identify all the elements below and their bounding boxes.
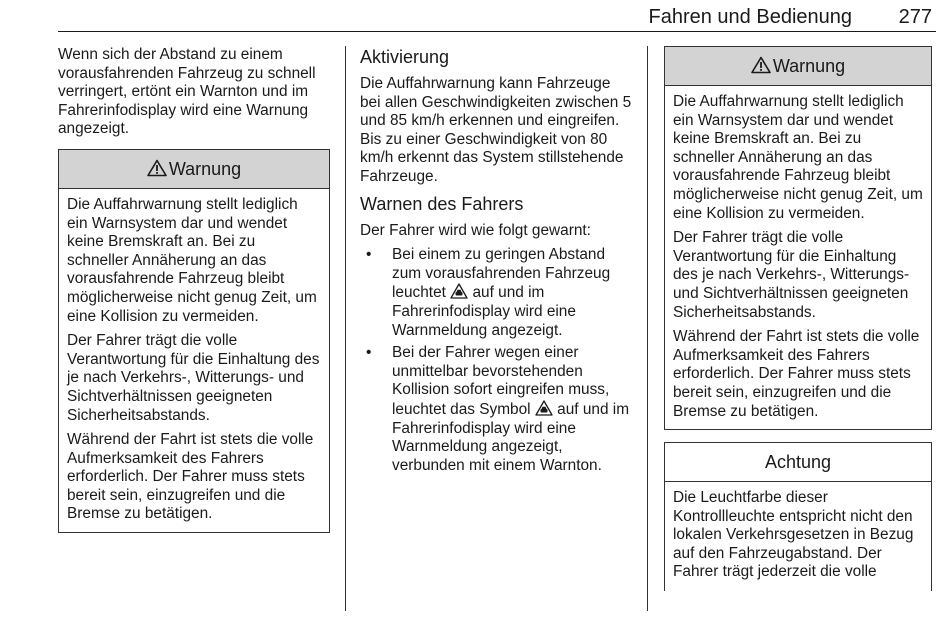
warning-title: Warnung bbox=[772, 56, 846, 76]
column-middle bbox=[360, 46, 635, 479]
vehicle-ahead-alert-icon bbox=[535, 400, 553, 416]
list-item: • Bei einem zu geringen Abstand zum vorausfahrenden Fahrzeug leuchtet auf und im Fahrerinfodisplay wird eine Warnmeldung angezeigt. bbox=[366, 246, 611, 339]
warning-box bbox=[664, 46, 932, 430]
caution-box-header bbox=[665, 443, 931, 482]
warning-box-header bbox=[59, 150, 329, 189]
heading-driver-warning: Warnen des Fahrers bbox=[360, 193, 524, 214]
page-header bbox=[0, 0, 950, 36]
section-title: Fahren und Bedienung bbox=[648, 6, 852, 28]
warning-triangle-icon bbox=[751, 56, 771, 74]
page-number: 277 bbox=[898, 6, 932, 28]
intro-paragraph: Wenn sich der Abstand zu einem vorausfahrenden Fahrzeug zu schnell verringert, ertönt ein Warnton und im Fahrerinfodisplay wird eine Warnung angezeigt. bbox=[58, 46, 316, 138]
caution-box bbox=[664, 442, 932, 591]
warning-paragraph: Der Fahrer trägt die volle Verantwortung für die Einhaltung des je nach Verkehrs-, Witterungs- und Sichtverhältnissen geeigneten Sicherheitsabstands. bbox=[673, 229, 910, 321]
bullet: • bbox=[366, 246, 372, 264]
warning-title: Warnung bbox=[168, 158, 242, 179]
column-divider-1 bbox=[345, 46, 346, 611]
bullet: • bbox=[366, 344, 372, 362]
warning-box-body bbox=[665, 86, 931, 429]
warning-list bbox=[360, 246, 635, 475]
warning-box bbox=[58, 149, 330, 533]
caution-paragraph: Die Leuchtfarbe dieser Kontrollleuchte entspricht nicht den lokalen Verkehrsgesetzen in Bezug auf den Fahrzeugabstand. Der Fahrer trägt jederzeit die volle bbox=[673, 489, 914, 581]
warning-box-header bbox=[665, 47, 931, 86]
warning-paragraph: Die Auffahrwarnung stellt lediglich ein Warnsystem dar und wendet keine Bremskraft an. Bei zu schneller Annäherung an das vorausfahrende Fahrzeug bleibt möglicherweise nicht genug Zeit, um eine Kollision zu vermeiden. bbox=[67, 195, 317, 325]
warning-box-body bbox=[59, 189, 329, 532]
warning-paragraph: Während der Fahrt ist stets die volle Aufmerksamkeit des Fahrers erforderlich. Der Fahrer muss stets bereit sein, einzugreifen und die Bremse zu betätigen. bbox=[67, 431, 314, 523]
column-left bbox=[58, 46, 330, 533]
heading-activation: Aktivierung bbox=[360, 47, 450, 67]
caution-title: Achtung bbox=[764, 452, 832, 473]
activation-paragraph: Die Auffahrwarnung kann Fahrzeuge bei allen Geschwindigkeiten zwischen 5 und 85 km/h erkennen und eingreifen. Bis zu einer Geschwindigkeit von 80 km/h erkennt das System stillstehende Fahrzeuge. bbox=[360, 75, 632, 185]
warning-paragraph: Der Fahrer trägt die volle Verantwortung für die Einhaltung des je nach Verkehrs-, Witterungs- und Sichtverhältnissen geeigneten Sicherheitsabstands. bbox=[67, 332, 320, 424]
vehicle-ahead-alert-icon bbox=[450, 283, 468, 299]
list-item: • Bei der Fahrer wegen einer unmittelbar bevorstehenden Kollision sofort eingreifen muss, leuchtet das Symbol auf und im Fahrerinfodisplay wird eine Warnmeldung angezeigt, verbunden mit einem Warnton. bbox=[366, 344, 630, 474]
caution-box-body bbox=[665, 482, 931, 582]
warning-intro: Der Fahrer wird wie folgt gewarnt: bbox=[360, 221, 591, 239]
header-rule bbox=[58, 31, 936, 32]
column-right bbox=[664, 46, 932, 591]
warning-paragraph: Die Auffahrwarnung stellt lediglich ein Warnsystem dar und wendet keine Bremskraft an. Bei zu schneller Annäherung an das vorausfahrende Fahrzeug bleibt möglicherweise nicht genug Zeit, um eine Kollision zu vermeiden. bbox=[673, 93, 923, 222]
warning-triangle-icon bbox=[147, 159, 167, 177]
column-divider-2 bbox=[647, 46, 648, 611]
warning-paragraph: Während der Fahrt ist stets die volle Aufmerksamkeit des Fahrers erforderlich. Der Fahrer muss stets bereit sein, einzugreifen und die Bremse zu betätigen. bbox=[673, 328, 920, 420]
